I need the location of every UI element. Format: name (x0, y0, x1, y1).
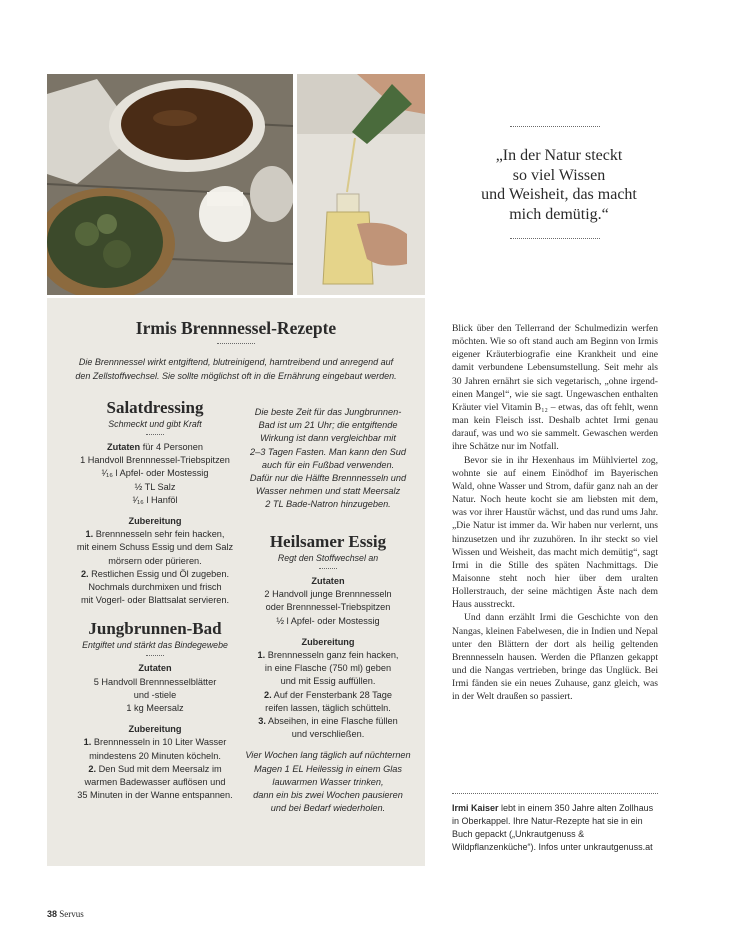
note-line: Wasser nehmen und statt Meersalz (255, 486, 401, 497)
bio-name: Irmi Kaiser (452, 803, 499, 813)
recipe-divider (319, 568, 337, 569)
step-line (67, 750, 243, 763)
zutaten-line (67, 441, 243, 454)
step-text: warmen Badewasser auflösen und (84, 777, 226, 788)
body-paragraph: Bevor sie in ihr Hexenhaus im Mühlviertel zog, wohnte sie auf einem Einödhof im Bayerischen Wald, ohne Wasser und Strom, dafür ganz nah an der Natur. Noch heute kocht sie am liebsten mit dem, was vor ihrer Haustür wächst, und das rund ums Jahr. „Die Natur ist immer da. Wir haben nur verlernt, uns hinzusetzen und ihr zuzuhören. In ihr steckt so viel Wissen und Weisheit, das macht mich demütig“, sagt Irmi in die Stille des späten Nachmittags. Die Maisonne steht noch hier über dem uralten Hollerstrauch, der seine mächtigen Äste nach dem Haus ausstreckt. (452, 454, 658, 611)
zutaten-label: Zutaten (311, 576, 345, 586)
title-divider (217, 343, 255, 344)
recipe-column-left (67, 398, 243, 802)
recipe-subtitle: Entgiftet und stärkt das Bindegewebe (82, 640, 228, 651)
body-paragraph: Und dann erzählt Irmi die Geschichte von den Nangas, kleinen Fabelwesen, die in Indien und Nepal unter den Blättern der dort als heilig geltenden Brennnesseln hausen. Werden die Pflanzen gekappt und die Nangas vertrieben, bringe das Unglück. Bei Irmi fänden sie ein neues Zuhause, ganz gleich, was in der Welt draußen so passiert. (452, 612, 658, 703)
note-line: Wirkung ist dann vergleichbar mit (260, 433, 396, 444)
recipe-divider (146, 655, 164, 656)
article-body (452, 322, 658, 704)
step-text: mindestens 20 Minuten köcheln. (89, 750, 221, 761)
note-line: und bei Bedarf wiederholen. (270, 803, 386, 814)
step-text: Brennnesseln sehr fein hacken, (93, 529, 225, 540)
step-text: Den Sud mit dem Meersalz im (96, 763, 222, 774)
author-bio (452, 802, 658, 854)
step-line (241, 675, 415, 688)
recipe-title-jungbrunnen: Jungbrunnen-Bad (88, 619, 222, 639)
step-number: 2. (80, 568, 89, 579)
zubereitung-label: Zubereitung (128, 516, 182, 527)
note-line: auch für ein Fußbad verwenden. (261, 459, 395, 470)
step-line (241, 728, 415, 741)
quote-line: mich demütig.“ (509, 205, 609, 223)
zubereitung-label: Zubereitung (301, 636, 355, 647)
step-text: 35 Minuten in der Wanne entspannen. (77, 790, 233, 801)
step-text: Brennnesseln ganz fein hacken, (265, 650, 399, 661)
note-line: lauwarmen Wasser trinken, (272, 776, 384, 787)
step-text: Abseihen, in eine Flasche füllen (265, 716, 398, 727)
panel-title: Irmis Brennnessel-Rezepte (135, 318, 337, 338)
step-text: mit einem Schuss Essig und dem Salz (76, 542, 234, 553)
step-number: 1. (257, 650, 266, 661)
step-number: 1. (83, 737, 92, 748)
panel-intro (59, 355, 413, 383)
step-text: Nochmals durchmixen und frisch (88, 582, 222, 593)
ingredient-item: ½ l Apfel- oder Mostessig (276, 615, 380, 626)
recipe-title-essig: Heilsamer Essig (269, 532, 387, 551)
quote-line: „In der Natur steckt (495, 147, 623, 164)
step-line (67, 541, 243, 554)
step-line (67, 736, 243, 749)
essig-note (241, 749, 415, 815)
step-line (67, 581, 243, 594)
zutaten-suffix: für 4 Personen (140, 442, 203, 452)
page-footer (47, 909, 84, 919)
note-line: dann ein bis zwei Wochen pausieren (253, 790, 403, 801)
step-text: in eine Flasche (750 ml) geben (264, 663, 392, 674)
step-number: 2. (263, 689, 272, 700)
step-text: mörsern oder pürieren. (108, 555, 202, 566)
zubereitung-label: Zubereitung (128, 724, 182, 735)
note-line: Vier Wochen lang täglich auf nüchternen (245, 750, 411, 761)
note-line: Bad ist um 21 Uhr; die entgiftende (258, 420, 398, 431)
step-line (241, 702, 415, 715)
quote-line: so viel Wissen (512, 166, 606, 184)
recipe-column-right (241, 532, 415, 815)
step-line (67, 528, 243, 541)
bio-text: lebt in einem 350 Jahre alten Zollhaus in Oberkappel. Ihre Natur-Rezepte hat sie in ein Buch gepackt („Unkrautgenuss & Wildpflanzenküche“). Infos unter unkrautgenuss.at (452, 803, 654, 852)
page-number: 38 (47, 909, 58, 919)
note-line: Dafür nur die Hälfte Brennnesseln und (249, 473, 407, 484)
step-line (67, 594, 243, 607)
bio-divider (452, 793, 658, 794)
note-line: Magen 1 EL Heilessig in einem Glas (254, 763, 402, 774)
step-text: mit Vogerl- oder Blattsalat servieren. (80, 595, 230, 606)
note-line: 2 TL Bade-Natron hinzugeben. (265, 499, 391, 510)
ingredient-item: oder Brennnessel-Triebspitzen (265, 602, 391, 613)
step-line (67, 789, 243, 802)
step-line (67, 568, 243, 581)
recipe-panel (47, 298, 425, 866)
quote-divider-bottom (510, 238, 600, 239)
quote-line: und Weisheit, das macht (481, 186, 637, 203)
step-number: 3. (258, 716, 266, 727)
photo-nettle-bowls-illustration (47, 74, 293, 295)
ingredient-item: ½ TL Salz (134, 481, 176, 492)
note-line: 2–3 Tagen Fasten. Man kann den Sud (250, 446, 406, 457)
body-paragraph: Blick über den Tellerrand der Schulmedizin werfen möchten. Wie so oft stand auch am Beginn von Irmis eigener Kräuterbiografie eine Krankheit und eine damit verbundene Lebensumstellung. Seit mehr als 30 Jahren ernährt sie sich vegetarisch, „ohne irgendeinen Mangel“, wie sie sagt. Ungewaschen enthalten Kräuter viel Vitamin B₁₂ – etwas, das oft fehlt, wenn man kein Fleisch isst. Deshalb achtet Irmi genau darauf, was und wo sie sammelt. Gewaschen werden ihre Schätze nur im Notfall. (452, 323, 658, 453)
step-text: reifen lassen, täglich schütteln. (265, 702, 391, 713)
step-line (241, 689, 415, 702)
pull-quote (464, 146, 654, 224)
recipe-subtitle: Regt den Stoffwechsel an (277, 553, 379, 563)
step-number: 2. (88, 763, 97, 774)
ingredient-item: 1 kg Meersalz (126, 703, 184, 714)
recipe-subtitle: Schmeckt und gibt Kraft (108, 419, 202, 429)
recipe-title-salatdressing: Salatdressing (106, 398, 204, 417)
step-line (67, 763, 243, 776)
step-text: Restlichen Essig und Öl zugeben. (88, 568, 230, 579)
step-line (67, 776, 243, 789)
photo-bottle-pouring-illustration (297, 74, 425, 295)
step-line (241, 649, 415, 662)
ingredient-item: ¹⁄₁₆ l Hanföl (132, 494, 178, 505)
ingredient-item: 1 Handvoll Brennnessel-Triebspitzen (80, 455, 230, 466)
ingredient-item: 5 Handvoll Brennnesselblätter (93, 676, 217, 687)
step-text: Brennnesseln in 10 Liter Wasser (91, 737, 227, 748)
step-text: Auf der Fensterbank 28 Tage (271, 689, 393, 700)
intro-line: den Zellstoffwechsel. Sie sollte möglichst oft in die Ernährung eingebaut werden. (75, 371, 397, 381)
step-text: und mit Essig auffüllen. (280, 676, 376, 687)
note-line: Die beste Zeit für das Jungbrunnen- (254, 407, 402, 417)
photo-nettle-bowls (47, 74, 293, 295)
ingredient-item: 2 Handvoll junge Brennnesseln (264, 589, 392, 600)
step-line (241, 662, 415, 675)
magazine-name: Servus (59, 909, 84, 919)
step-number: 1. (85, 529, 94, 540)
zutaten-label: Zutaten (106, 442, 141, 452)
recipe-divider (146, 434, 164, 435)
intro-line: Die Brennnessel wirkt entgiftend, blutreinigend, harntreibend und anregend auf (78, 357, 394, 367)
ingredient-item: ¹⁄₁₆ l Apfel- oder Mostessig (101, 468, 209, 479)
jungbrunnen-note (241, 406, 415, 512)
ingredient-item: und -stiele (133, 689, 177, 700)
step-line (241, 715, 415, 728)
quote-divider-top (510, 126, 600, 127)
zutaten-label: Zutaten (138, 663, 172, 674)
step-text: und verschließen. (291, 729, 365, 740)
step-line (67, 555, 243, 568)
photo-bottle-pouring (297, 74, 425, 295)
